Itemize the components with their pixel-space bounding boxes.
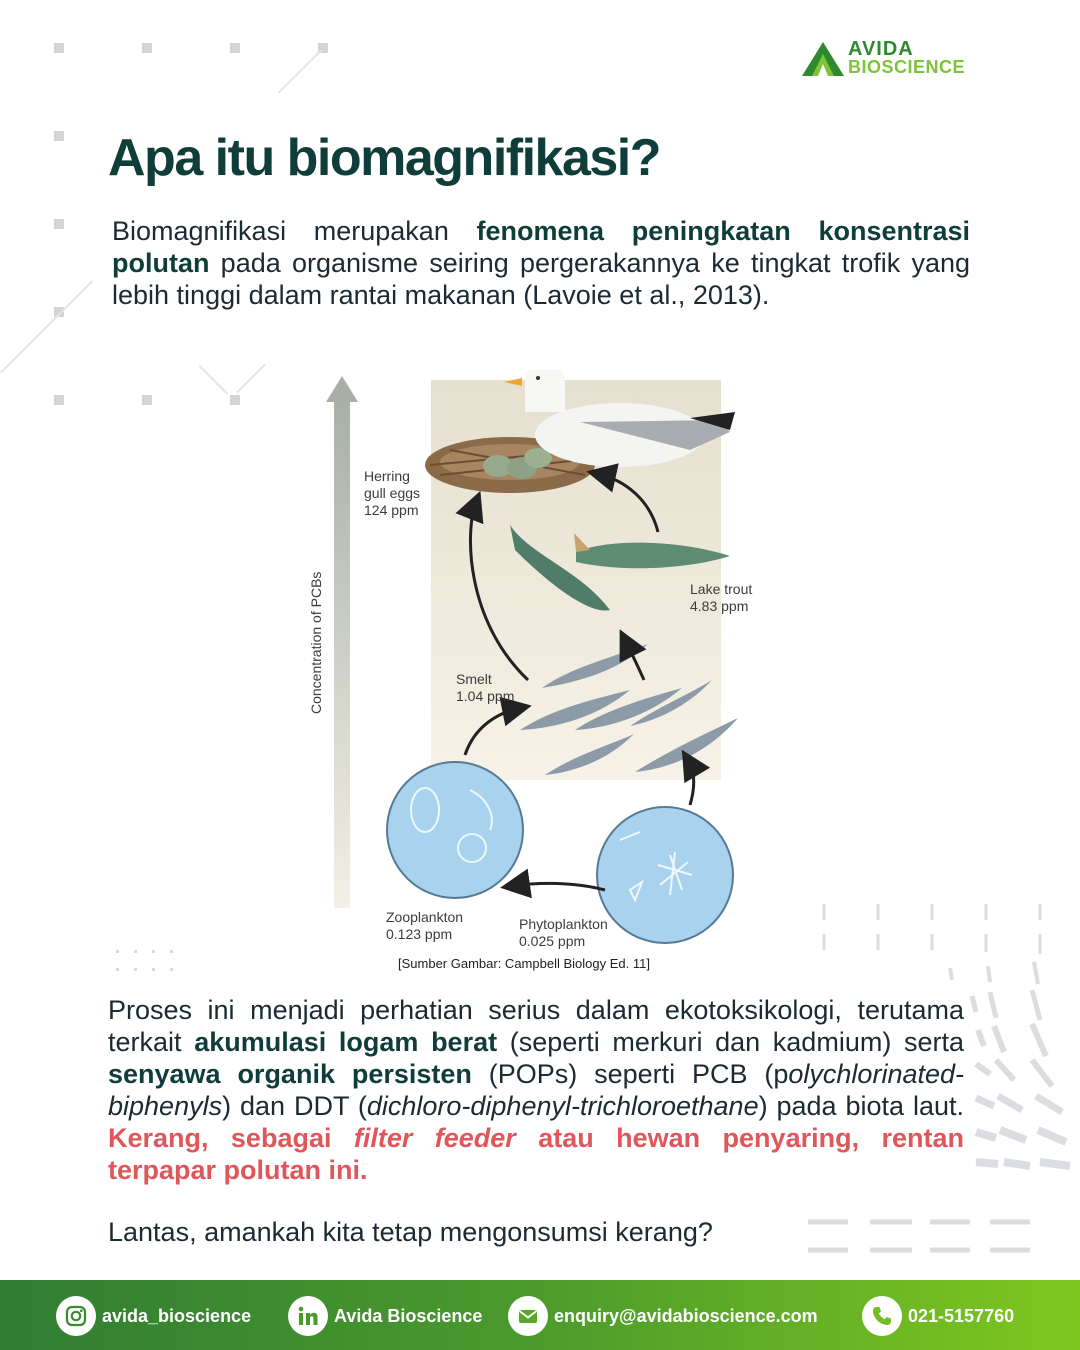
instagram-handle: avida_bioscience [102, 1305, 252, 1326]
intro-text: pada organisme seiring pergerakannya ke tingkat trofik yang lebih tinggi dalam rantai makanan (Lavoie et al., 2013). [112, 248, 970, 310]
stage-value: 4.83 ppm [690, 598, 749, 614]
biomagnification-figure [290, 370, 760, 950]
brand-name-line2: BIOSCIENCE [848, 57, 966, 77]
page-title: Apa itu biomagnifikasi? [108, 129, 660, 187]
decor-square [54, 395, 64, 405]
email-link[interactable] [508, 1296, 818, 1336]
label-lake-trout [690, 581, 752, 614]
mail-icon [508, 1296, 548, 1336]
stage-name: Lake trout [690, 581, 753, 597]
decor-square [230, 395, 240, 405]
zooplankton-illustration [387, 762, 523, 898]
stage-value: 124 ppm [364, 502, 419, 518]
decor-square [142, 395, 152, 405]
linkedin-link[interactable] [288, 1296, 482, 1336]
body-text: (seperti merkuri dan kadmium) serta [497, 1027, 964, 1057]
stage-name: Phytoplankton [519, 916, 608, 932]
instagram-icon [56, 1296, 96, 1336]
intro-paragraph [112, 215, 970, 311]
stage-value: 1.04 ppm [456, 688, 515, 704]
decor-square [54, 131, 64, 141]
body-bold-text: senyawa organik persisten [108, 1059, 472, 1089]
avida-logo-icon [800, 40, 846, 78]
decor-line [199, 365, 229, 395]
closing-question: Lantas, amankah kita tetap mengonsumsi kerang? [108, 1217, 713, 1247]
stage-name: Zooplankton [386, 909, 464, 925]
decor-square [142, 43, 152, 53]
stage-value: 0.123 ppm [386, 926, 453, 942]
figure-caption: [Sumber Gambar: Campbell Biology Ed. 11] [398, 956, 650, 971]
label-phytoplankton [519, 916, 608, 949]
body-text: ) dan DDT ( [222, 1091, 367, 1121]
brand-name-line1: AVIDA [848, 38, 914, 60]
phytoplankton-illustration [597, 807, 733, 943]
decor-square [54, 43, 64, 53]
linkedin-icon [288, 1296, 328, 1336]
phone-link[interactable] [862, 1296, 1014, 1336]
decor-dots [110, 946, 190, 976]
highlight-italic-text: filter feeder [353, 1123, 516, 1153]
decor-line [278, 50, 322, 94]
decor-square [230, 43, 240, 53]
intro-bold-text: fenomena peningkatan konsentrasi polutan [112, 216, 970, 278]
body-paragraph [108, 994, 964, 1186]
label-herring-gull-eggs [364, 468, 420, 518]
stage-name: gull eggs [364, 485, 421, 501]
stage-name: Smelt [456, 671, 492, 687]
axis-label: Concentration of PCBs [308, 571, 324, 714]
stage-value: 0.025 ppm [519, 933, 586, 949]
footer-contact-bar [0, 1280, 1080, 1350]
email-address: enquiry@avidabioscience.com [554, 1305, 818, 1326]
highlight-text: Kerang, sebagai [108, 1123, 354, 1153]
brand-logo [800, 38, 990, 80]
intro-text: Biomagnifikasi merupakan [112, 216, 477, 246]
body-text: Proses ini menjadi perhatian serius dalam ekotoksikologi, terutama terkait [108, 995, 964, 1057]
decor-square [54, 219, 64, 229]
body-text: ) pada biota laut. [758, 1091, 964, 1121]
body-italic-text: olychlorinated-biphenyls [108, 1059, 964, 1121]
label-zooplankton [386, 909, 463, 942]
decor-line [0, 280, 93, 373]
body-italic-text: dichloro-diphenyl-trichloroethane [366, 1091, 759, 1121]
linkedin-name: Avida Bioscience [334, 1305, 483, 1326]
phone-icon [862, 1296, 902, 1336]
concentration-axis-arrow [326, 376, 358, 908]
stage-name: Herring [364, 468, 410, 484]
instagram-link[interactable] [56, 1296, 251, 1336]
body-text: (POPs) seperti PCB (p [471, 1059, 789, 1089]
decor-line [236, 364, 266, 394]
highlight-text: atau hewan penyaring, rentan terpapar polutan ini. [108, 1123, 964, 1185]
body-bold-text: akumulasi logam berat [194, 1027, 498, 1057]
phone-number: 021-5157760 [908, 1305, 1015, 1326]
